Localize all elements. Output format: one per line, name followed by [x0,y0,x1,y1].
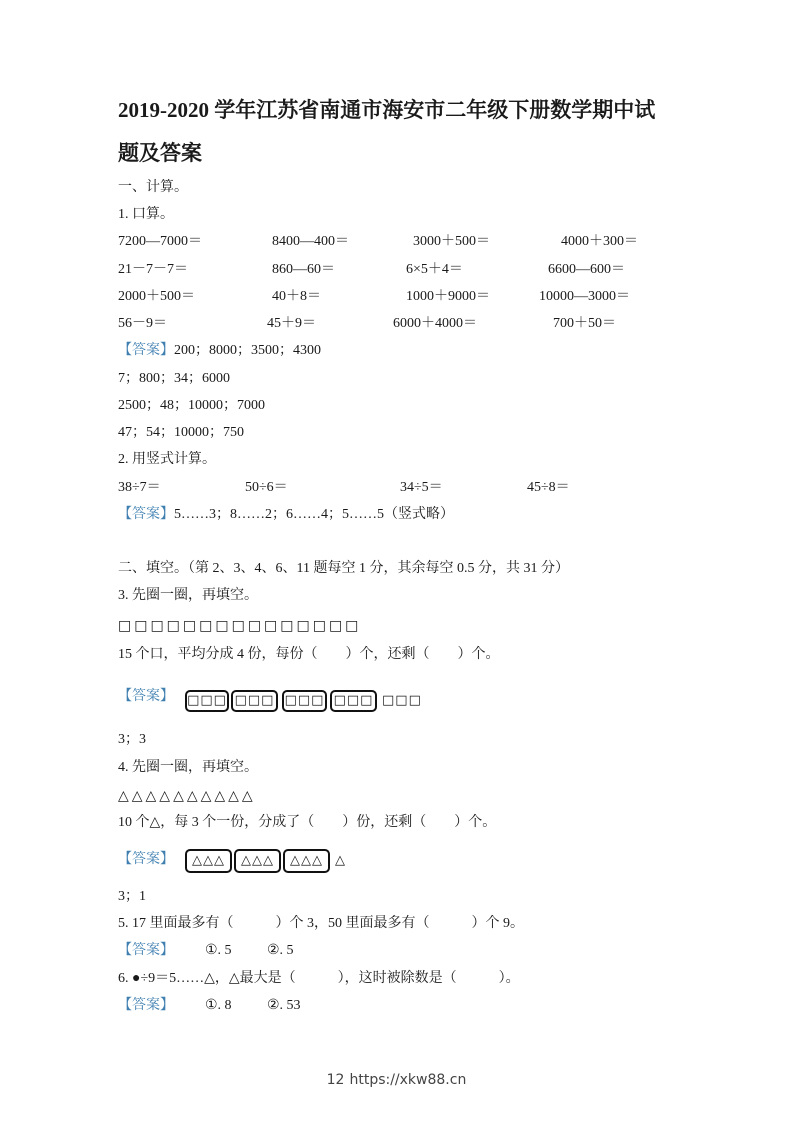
q1-expression: 4000＋300＝ [561,234,638,249]
q5-text: 5. 17 里面最多有（ ）个 3，50 里面最多有（ ）个 9。 [118,916,524,931]
q1-expression: 3000＋500＝ [413,234,490,249]
q1-expression: 700＋50＝ [553,316,616,331]
q4-answer [118,848,378,874]
q1-expression: 1000＋9000＝ [406,289,490,304]
q2-expression: 34÷5＝ [400,480,443,495]
answer-text: 200；8000；3500；4300 [174,343,321,358]
q1-expression: 40＋8＝ [272,289,321,304]
q1-expression: 6000＋4000＝ [393,316,477,331]
q2-expression: 38÷7＝ [118,480,161,495]
q1-expression: 6×5＋4＝ [406,262,463,277]
q2-expression: 50÷6＝ [245,480,288,495]
answer-text: 5……3；8……2；6……4；5……5（竖式略） [174,507,454,522]
title-line-2: 题及答案 [118,141,202,165]
q1-expression: 45＋9＝ [267,316,316,331]
q1-row-4 [0,315,793,333]
footer-url: https://xkw88.cn [349,1072,467,1088]
answer-item-1: ①. 5 [205,943,232,958]
q1-expression: 10000—3000＝ [539,289,630,304]
q1-answer-line-1 [118,342,321,360]
circled-group: □□□ [231,690,278,712]
section1-heading: 一、计算。 [118,180,188,195]
q1-expression: 860—60＝ [272,262,335,277]
answer-tag: 【答案】 [118,943,174,958]
q4-label: 4. 先圈一圈，再填空。 [118,760,258,775]
page-footer [0,1071,793,1089]
q1-expression: 8400—400＝ [272,234,349,249]
q6-text: 6. ●÷9＝5……△，△最大是（ ），这时被除数是（ ）。 [118,971,520,986]
q2-answer [118,506,454,524]
q1-label: 1. 口算。 [118,207,174,222]
answer-item-2: ②. 53 [267,998,301,1013]
circled-group: □□□ [330,690,377,712]
q5-answer [118,942,338,960]
page-number: 12 [326,1072,345,1088]
answer-tag: 【答案】 [118,343,174,358]
q2-expression: 45÷8＝ [527,480,570,495]
q1-answer-line-3: 2500；48；10000；7000 [118,398,265,413]
q1-row-2 [0,261,793,279]
remainder-squares: □□□ [382,693,422,708]
q1-expression: 2000＋500＝ [118,289,195,304]
circled-group: △△△ [185,849,232,873]
q1-expression: 6600—600＝ [548,262,625,277]
answer-tag: 【答案】 [118,689,174,704]
q1-expression: 7200—7000＝ [118,234,202,249]
q3-result: 3；3 [118,732,146,747]
q3-squares-figure: □□□□□□□□□□□□□□□ [118,618,362,634]
q2-row [0,479,793,497]
q3-text: 15 个口，平均分成 4 份，每份（ ）个，还剩（ ）个。 [118,647,500,662]
circled-group: □□□ [185,690,229,712]
q4-triangles-figure: △△△△△△△△△△ [118,788,256,804]
section2-heading: 二、填空。（第 2、3、4、6、11 题每空 1 分，其余每空 0.5 分，共 31 分） [118,561,569,576]
answer-tag: 【答案】 [118,507,174,522]
q1-answer-line-4: 47；54；10000；750 [118,425,244,440]
q4-result: 3；1 [118,889,146,904]
q1-expression: 56－9＝ [118,316,167,331]
q3-answer [118,688,438,714]
answer-item-1: ①. 8 [205,998,232,1013]
q6-answer [118,997,338,1015]
answer-item-2: ②. 5 [267,943,294,958]
q1-expression: 21－7－7＝ [118,262,188,277]
title-line-1: 2019-2020 学年江苏省南通市海安市二年级下册数学期中试 [118,98,656,122]
q1-row-3 [0,288,793,306]
circled-group: △△△ [283,849,330,873]
q4-text: 10 个△，每 3 个一份，分成了（ ）份，还剩（ ）个。 [118,815,497,830]
q2-label: 2. 用竖式计算。 [118,452,216,467]
circled-group: △△△ [234,849,281,873]
answer-tag: 【答案】 [118,998,174,1013]
remainder-triangle: △ [335,853,346,868]
answer-tag: 【答案】 [118,852,174,867]
q3-label: 3. 先圈一圈，再填空。 [118,588,258,603]
q1-answer-line-2: 7；800；34；6000 [118,371,230,386]
circled-group: □□□ [282,690,327,712]
q1-row-1 [0,233,793,251]
